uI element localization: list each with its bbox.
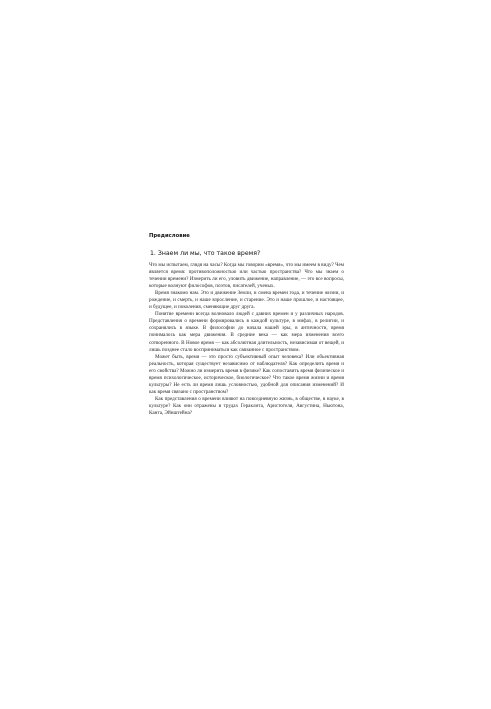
paragraph: Может быть, время — это просто субъективный опыт человека? Или объективная реальность, которая существует независимо от наблюдателя? Как определить время и его свойства? Можно ли измерить время в физике? Как сопоставить время физическое и время психологическое, историческое, биологическое? Что такое время жизни и время культуры? Не есть ли время лишь условностью, удобной для описания изменений? И как время связано с пространством? [149,353,344,395]
chapter-heading: 1. Знаем ли мы, что такое время? [150,250,261,257]
section-label: Предисловие [149,233,190,239]
paragraph: Что мы испытаем, глядя на часы? Когда мы говорим «время», что мы имеем в виду? Чем является время: противоположностью или частью пространства? Что мы знаем о течении времени? Измерить ли его, уловить движение, направление, — это все вопросы, которые волнуют философов, поэтов, писателей, ученых. [149,262,344,290]
paragraph: Время знакомо нам. Это и движение Земли, и смена времен года, и течение жизни, и рождение, и смерть, и наше взросление, и старение. Это и наше прошлое, и настоящее, и будущее, и поколения, сменяющие друг друга. [149,290,344,311]
body-text [149,262,344,417]
paragraph: Как представления о времени влияют на повседневную жизнь, в обществе, в науке, в культуре? Как они отражены в трудах Гераклита, Аристотеля, Августина, Ньютона, Канта, Эйнштейна? [149,395,344,416]
paragraph: Понятие времени всегда волновало людей с давних времен и у различных народов. Представления о времени формировались в каждой культуре, в мифах, в религии, и сохранялись в языке. В философии до начала нашей эры, в античности, время понималось как мера движения. В средние века — как мера изменения всего сотворенного. В Новое время — как абсолютная длительность, независимая от вещей, и лишь позднее стало восприниматься как связанное с пространством. [149,311,344,353]
